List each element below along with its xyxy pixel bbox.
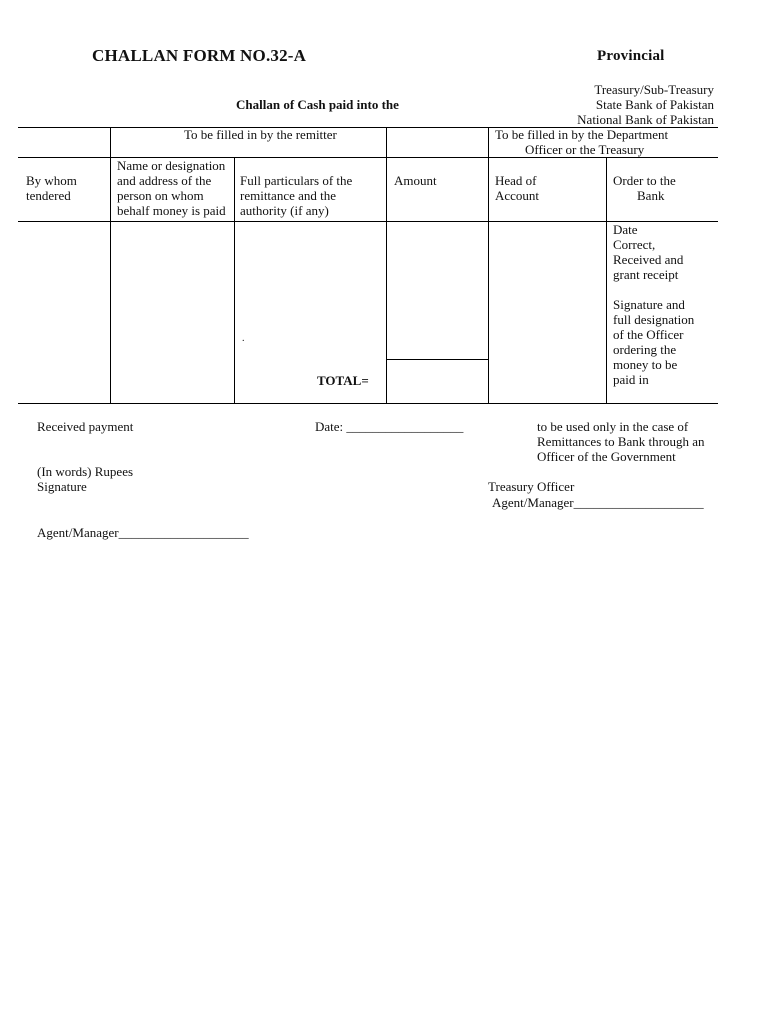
col-divider-1 — [110, 127, 111, 404]
received-payment-label: Received payment — [37, 419, 134, 434]
col-header-by-whom: By whom tendered — [26, 173, 77, 203]
col-divider-4 — [488, 127, 489, 404]
destination-state-bank: State Bank of Pakistan — [595, 97, 714, 112]
col-header-name: Name or designation and address of the person on whom behalf money is paid — [117, 158, 226, 218]
provincial-label: Provincial — [597, 48, 665, 64]
total-row-border — [386, 359, 488, 360]
challan-subtitle: Challan of Cash paid into the — [236, 97, 399, 112]
col-divider-3 — [386, 127, 387, 404]
remittance-note: to be used only in the case of Remittances to Bank through an Officer of the Government — [537, 419, 705, 464]
col-header-order: Order to the Bank — [613, 173, 676, 203]
col-header-amount: Amount — [394, 173, 437, 188]
destination-national-bank: National Bank of Pakistan — [577, 112, 714, 127]
order-cell-text: Date Correct, Received and grant receipt Signature and full designation of the Officer ordering the money to be paid in — [613, 222, 695, 387]
agent-manager-right: Agent/Manager____________________ — [492, 495, 704, 510]
group-department-line2: Officer or the Treasury — [525, 142, 645, 157]
col-divider-2 — [234, 157, 235, 404]
destination-treasury: Treasury/Sub-Treasury — [594, 82, 714, 97]
signature-label: Signature — [37, 479, 87, 494]
col-divider-5 — [606, 157, 607, 404]
table-bottom-border — [18, 403, 718, 404]
in-words-label: (In words) Rupees — [37, 464, 134, 479]
col-header-particulars: Full particulars of the remittance and the authority (if any) — [240, 173, 353, 218]
stray-dot: . — [242, 333, 245, 344]
agent-manager-left: Agent/Manager____________________ — [37, 525, 249, 540]
date-field: Date: __________________ — [315, 419, 464, 434]
treasury-officer-label: Treasury Officer — [488, 479, 575, 494]
group-remitter: To be filled in by the remitter — [184, 127, 337, 142]
group-department-line1: To be filled in by the Department — [495, 127, 669, 142]
col-header-head-of-account: Head of Account — [495, 173, 540, 203]
total-label: TOTAL= — [317, 373, 369, 388]
form-title: CHALLAN FORM NO.32-A — [92, 46, 307, 65]
